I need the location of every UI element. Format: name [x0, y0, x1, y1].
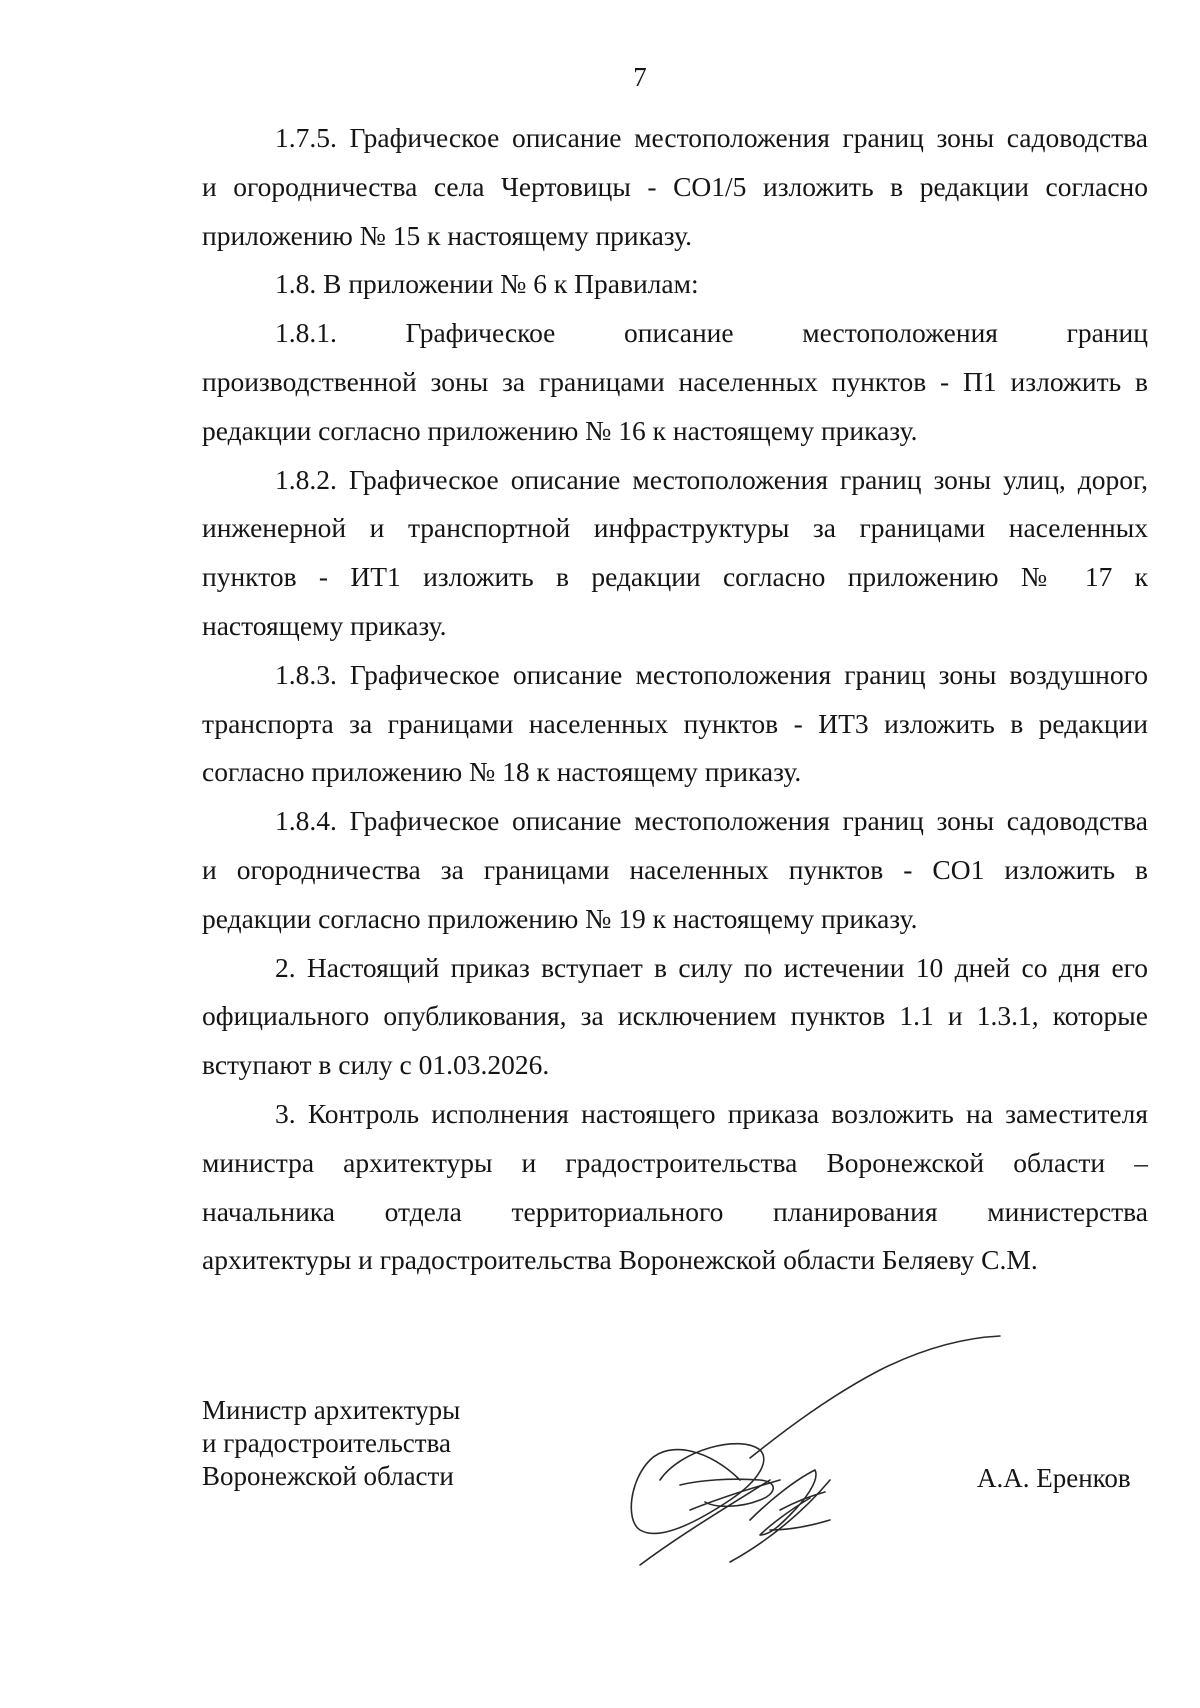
paragraph-line: 1.7.5. Графическое описание местоположения границ зоны садоводства — [275, 122, 1148, 153]
paragraph — [202, 651, 1148, 797]
paragraph — [202, 456, 1148, 651]
paragraph-line: редакции согласно приложению № 19 к настоящему приказу. — [202, 902, 918, 934]
paragraph-line: согласно приложению № 18 к настоящему приказу. — [202, 756, 802, 788]
signer-name: А.А. Еренков — [977, 1463, 1131, 1493]
paragraph-line: 1.8.4. Графическое описание местоположения границ зоны садоводства — [275, 805, 1148, 837]
paragraph-line: настоящему приказу. — [202, 609, 447, 641]
signatory-position-line: Министр архитектуры — [202, 1395, 461, 1425]
paragraph-line: транспорта за границами населенных пунктов - ИТ3 изложить в редакции — [202, 707, 1148, 739]
signatory-position-line: Воронежской области — [202, 1461, 454, 1491]
paragraph — [202, 309, 1148, 455]
signatory-position — [202, 1394, 460, 1493]
paragraph-line: начальника отдела территориального планирования министерства — [202, 1195, 1148, 1227]
signatory-position-line: и градостроительства — [202, 1428, 451, 1458]
paragraph-line: архитектуры и градостроительства Воронежской области Беляеву С.М. — [202, 1244, 1038, 1276]
document-body — [202, 114, 1148, 1285]
paragraph-line: 2. Настоящий приказ вступает в силу по истечении 10 дней со дня его — [275, 951, 1148, 983]
paragraph-line: официального опубликования, за исключением пунктов 1.1 и 1.3.1, которые — [202, 1000, 1148, 1032]
paragraph-line: 3. Контроль исполнения настоящего приказа возложить на заместителя — [275, 1097, 1148, 1129]
paragraph — [202, 797, 1148, 943]
handwritten-signature — [620, 1330, 1010, 1570]
paragraph-line: 1.8.3. Графическое описание местоположения границ зоны воздушного — [275, 658, 1148, 690]
paragraph-line: министра архитектуры и градостроительства Воронежской области – — [202, 1146, 1148, 1178]
paragraph-line: 1.8. В приложении № 6 к Правилам: — [275, 268, 699, 300]
paragraph-line: вступают в силу с 01.03.2026. — [202, 1049, 550, 1081]
paragraph — [202, 944, 1148, 1090]
paragraph-line: пунктов - ИТ1 изложить в редакции согласно приложению № 17 к — [202, 561, 1148, 593]
paragraph-line: 1.8.2. Графическое описание местоположения границ зоны улиц, дорог, — [275, 463, 1148, 495]
paragraph — [202, 114, 1148, 260]
paragraph-line: производственной зоны за границами населенных пунктов - П1 изложить в — [202, 365, 1148, 397]
page-number: 7 — [633, 62, 647, 92]
paragraph-line: приложению № 15 к настоящему приказу. — [202, 219, 692, 251]
paragraph-line: и огородничества за границами населенных пунктов - СО1 изложить в — [202, 853, 1148, 885]
paragraph-line: 1.8.1. Графическое описание местоположения границ — [275, 317, 1148, 349]
paragraph — [202, 1090, 1148, 1285]
paragraph-line: редакции согласно приложению № 16 к настоящему приказу. — [202, 414, 918, 446]
paragraph-line: и огородничества села Чертовицы - СО1/5 изложить в редакции согласно — [202, 170, 1148, 202]
paragraph — [202, 260, 1148, 309]
paragraph-line: инженерной и транспортной инфраструктуры за границами населенных — [202, 512, 1148, 544]
